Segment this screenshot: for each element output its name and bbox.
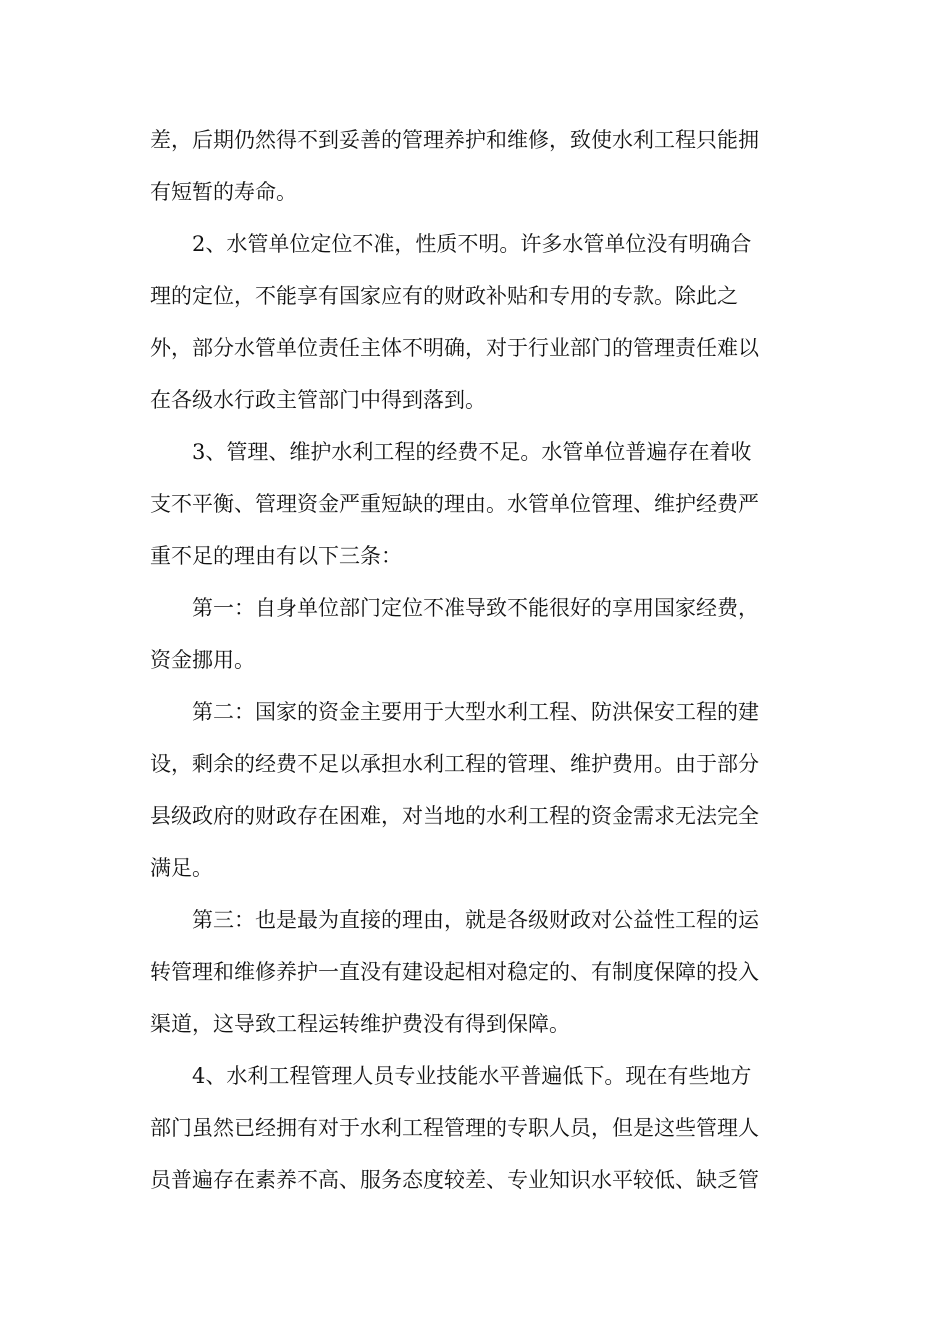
body-text [150,114,802,1206]
paragraph-start-line: 第一：自身单位部门定位不准导致不能很好的享用国家经费， [192,596,759,620]
paragraph-start-line: 第二：国家的资金主要用于大型水利工程、防洪保安工程的建 [192,700,759,724]
text-line: 县级政府的财政存在困难，对当地的水利工程的资金需求无法完全 [150,804,759,828]
paragraph-start-line: 2、水管单位定位不准，性质不明。许多水管单位没有明确合 [192,232,752,256]
text-line: 资金挪用。 [150,648,255,672]
text-line: 部门虽然已经拥有对于水利工程管理的专职人员，但是这些管理人 [150,1116,759,1140]
paragraph-start-line: 4、水利工程管理人员专业技能水平普遍低下。现在有些地方 [192,1064,752,1088]
text-line: 支不平衡、管理资金严重短缺的理由。水管单位管理、维护经费严 [150,492,759,516]
text-line: 理的定位，不能享有国家应有的财政补贴和专用的专款。除此之 [150,284,738,308]
paragraph-start-line: 3、管理、维护水利工程的经费不足。水管单位普遍存在着收 [192,440,752,464]
text-line: 有短暂的寿命。 [150,180,297,204]
text-line: 转管理和维修养护一直没有建设起相对稳定的、有制度保障的投入 [150,960,759,984]
text-line: 外，部分水管单位责任主体不明确，对于行业部门的管理责任难以 [150,336,759,360]
paragraph-start-line: 第三：也是最为直接的理由，就是各级财政对公益性工程的运 [192,908,759,932]
text-line: 重不足的理由有以下三条： [150,544,402,568]
text-line: 差，后期仍然得不到妥善的管理养护和维修，致使水利工程只能拥 [150,128,759,152]
text-line: 满足。 [150,856,213,880]
text-line: 渠道，这导致工程运转维护费没有得到保障。 [150,1012,570,1036]
text-line: 员普遍存在素养不高、服务态度较差、专业知识水平较低、缺乏管 [150,1168,759,1192]
text-line: 在各级水行政主管部门中得到落到。 [150,388,486,412]
text-line: 设，剩余的经费不足以承担水利工程的管理、维护费用。由于部分 [150,752,759,776]
